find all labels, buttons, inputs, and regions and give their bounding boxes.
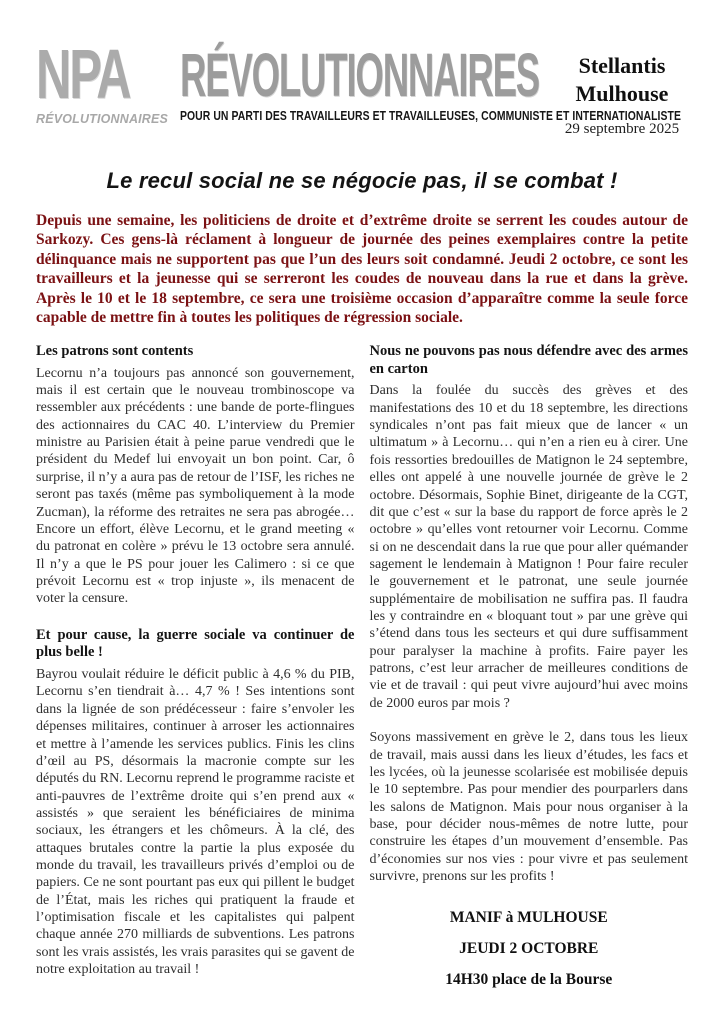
edition-date: 29 septembre 2025 (564, 120, 680, 137)
npa-logo-subtitle: RÉVOLUTIONNAIRES (36, 111, 169, 126)
right-column (370, 343, 689, 1002)
announcement-line-date: JEUDI 2 OCTOBRE (459, 940, 599, 958)
section-paragraph: Bayrou voulait réduire le déficit public à 4,6 % du PIB, Lecornu s’en tiendrait à… 4,7 % ! Ses intentions sont dans la lignée de son prédécesseur : faire s’envoler les dépenses militaires, continuer à arroser les actionnaires et mettre à l’amende les services publics. Finis les clins d’œil au PS, désormais la macronie compte sur les députés du RN. Lecornu reprend le programme raciste et anti-pauvres de l’extrême droite qui s’en prend aux « assistés » que seraient les bénéficiaires de minima sociaux, les étrangers et les chômeurs. À la clé, des attaques brutales contre la partie la plus exposée du monde du travail, les travailleurs privés d’emploi ou de papiers. Ce ne sont pourtant pas eux qui pillent le budget de l’État, mais les riches qui pratiquent la fraude et l’optimisation fiscale et les capitalistes qui palpent chaque année 270 milliards de subventions. Les patrons sont les vrais assistés, les vrais parasites qui se gavent de notre exploitation au travail ! (36, 667, 355, 978)
section-paragraph: Lecornu n’a toujours pas annoncé son gouvernement, mais il est certain que le nouveau trombinoscope va ressembler aux précédents : une bande de porte-flingues des actionnaires du CAC 40. L’interview du Premier ministre au Parisien était à peine parue vendredi que le président du Medef lui envoyait un bon point. Car, ô surprise, il n’y a aura pas de retour de l’ISF, les riches ne seront pas taxés (même pas symboliquement à la mode Zucman), la réforme des retraites ne sera pas abrogée… Encore un effort, élève Lecornu, et le grand meeting « du patronat en colère » prévu le 13 octobre sera annulé. Il n’y a que le PS pour jouer les Calimero : si ce que prévoit Lecornu est « trop injuste », ils menacent de voter la censure. (36, 365, 355, 607)
header (36, 35, 696, 138)
npa-logo (36, 35, 174, 126)
section-paragraph: Dans la foulée du succès des grèves et des manifestations des 10 et du 18 septembre, les directions syndicales n’ont pas fait mieux que de lancer « un ultimatum » à Lecornu… qui n’en a rien eu à cirer. Une fois ressorties bredouilles de Matignon le 24 septembre, elles ont appelé à une nouvelle journée de grève le 2 octobre. Désormais, Sophie Binet, dirigeante de la CGT, dit que c’est « sur la base du rapport de force après le 2 octobre » qu’elles vont retourner voir Lecornu. Comme si on ne descendait dans la rue que pour aller quémander sagement le lendemain à Matignon ! Pour faire reculer le gouvernement et le patronat, une seule journée supplémentaire de mobilisation ne suffira pas. Il faudra les y contraindre en « bloquant tout » par une grève qui s’étend dans tous les secteurs et qui dure suffisamment pour paralyser la machine à profits. Faire payer les patrons, c’est leur arracher de meilleures conditions de vie et de travail : qui peut vivre aujourd’hui avec moins de 2000 euros par mois ? (369, 383, 688, 711)
announcement-line-title: MANIF à MULHOUSE (449, 909, 608, 927)
edition-name-line1: Stellantis (578, 53, 666, 78)
edition-name (548, 52, 696, 108)
edition-name-line2: Mulhouse (575, 80, 669, 106)
headline: Le recul social ne se négocie pas, il se combat ! (106, 167, 618, 193)
demo-announcement (370, 909, 689, 989)
section-heading-armes-carton: Nous ne pouvons pas nous défendre avec des armes en carton (369, 342, 688, 377)
section-paragraph: Soyons massivement en grève le 2, dans tous les lieux de travail, mais aussi dans les lieux d’études, les facs et les lycées, où la jeunesse scolarisée est mobilisée depuis le 10 septembre. Pas pour mendier des pourparlers dans les salons de Matignon. Mais pour nous organiser à la base, pour décider nous-mêmes de notre lutte, pour construire les étapes d’un mouvement d’ensemble. Pas d’économies sur nos vies : pour vivre et pas seulement survivre, prenons sur les profits ! (369, 730, 688, 885)
masthead-title: RÉVOLUTIONNAIRES (179, 41, 539, 109)
edition-block (548, 46, 696, 138)
announcement-line-place: 14H30 place de la Bourse (445, 971, 613, 989)
article-columns (36, 343, 688, 1002)
intro-paragraph: Depuis une semaine, les politiciens de droite et d’extrême droite se serrent les coudes autour de Sarkozy. Ces gens-là réclament à longueur de journée des peines exemplaires contre la petite délinquance mais ne supportent pas que l’un des leurs soit condamné. Jeudi 2 octobre, ce sont les travailleurs et la jeunesse qui se serreront les coudes de nouveau dans la rue et dans la grève. Après le 10 et le 18 septembre, ce sera une troisième occasion d’apparaître comme la seule force capable de mettre fin à toutes les politiques de régression sociale. (36, 211, 688, 327)
section-heading-patrons: Les patrons sont contents (36, 342, 194, 359)
section-heading-guerre-sociale: Et pour cause, la guerre sociale va continuer de plus belle ! (36, 626, 355, 661)
npa-logo-acronym: NPA (36, 35, 130, 113)
masthead-tagline: POUR UN PARTI DES TRAVAILLEURS ET TRAVAILLEUSES, COMMUNISTE ET INTERNATIONALISTE (179, 108, 681, 123)
left-column (36, 343, 355, 1002)
